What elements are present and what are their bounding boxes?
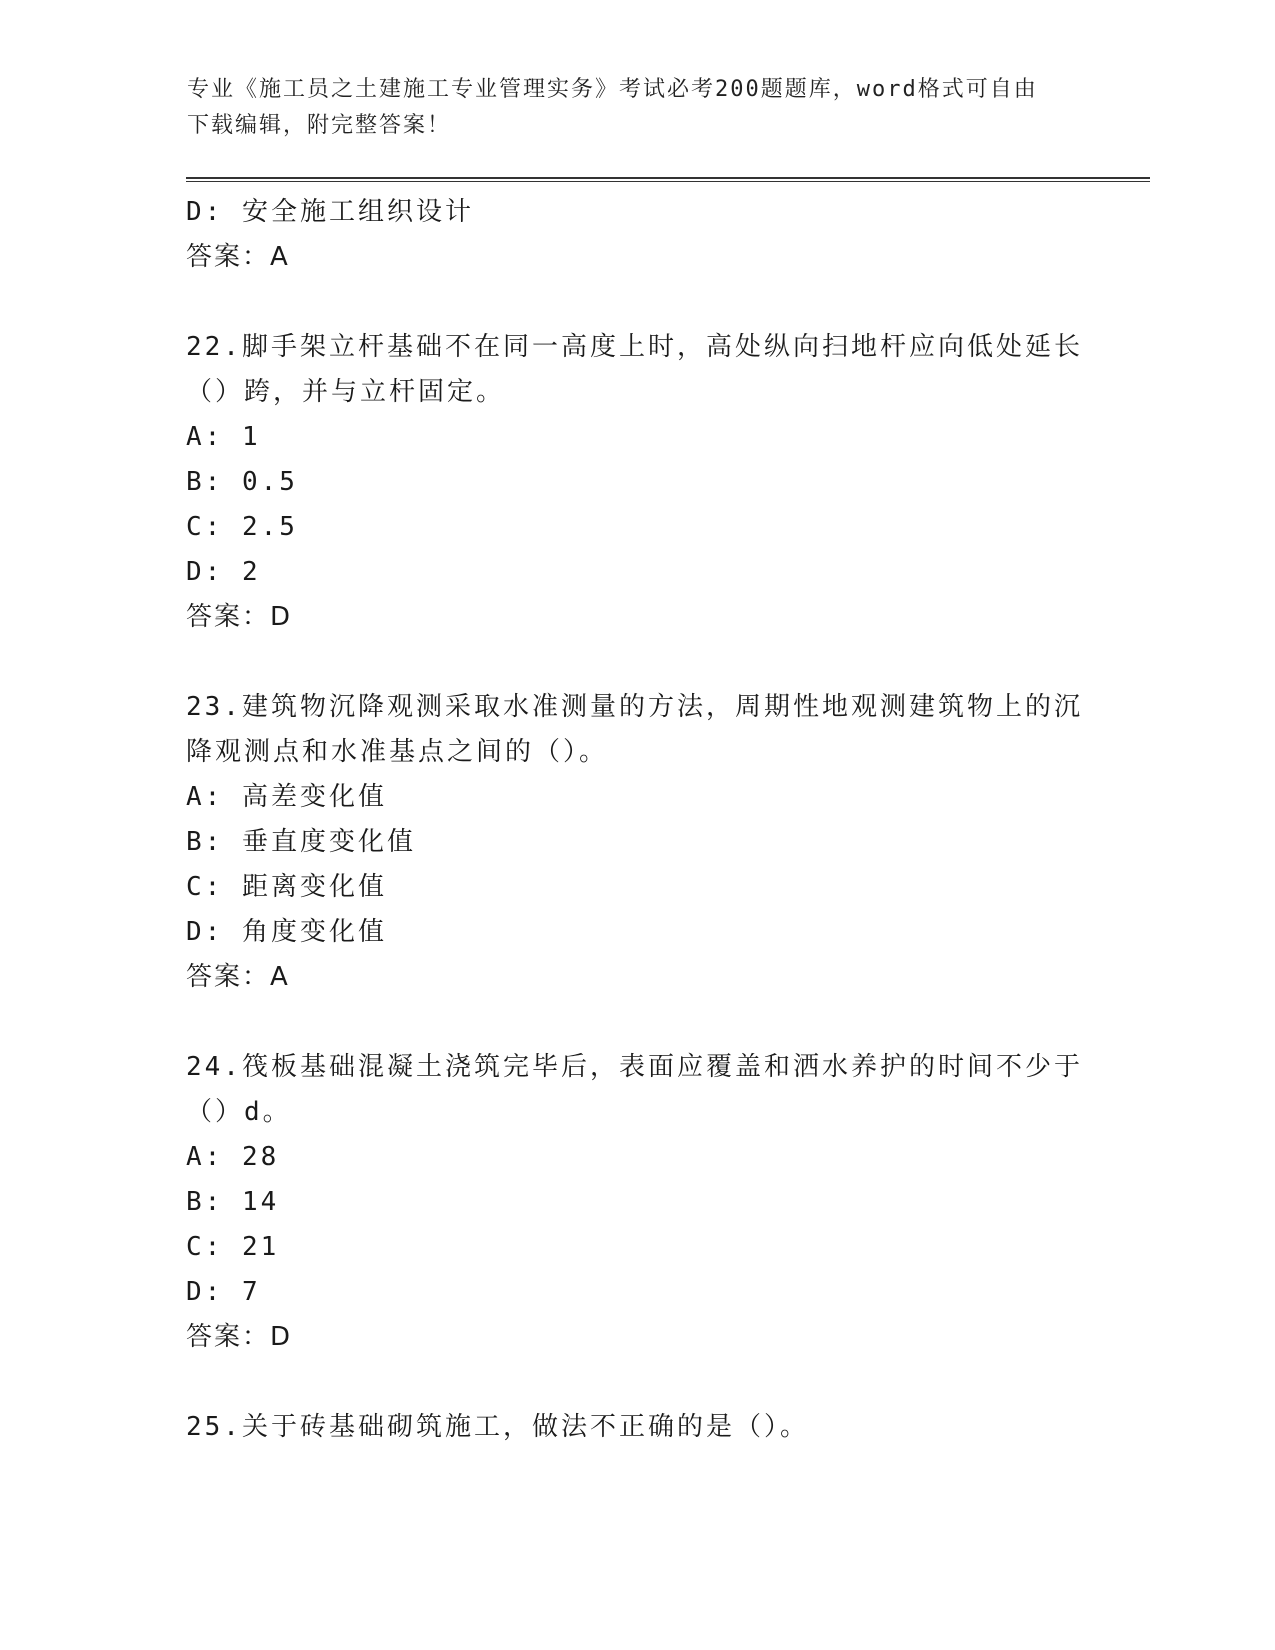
header-rule [186, 177, 1150, 182]
answer-line: 答案：D [186, 1322, 293, 1352]
page-header [187, 72, 1067, 144]
question-text: 23.建筑物沉降观测采取水准测量的方法，周期性地观测建筑物上的沉 [186, 692, 1083, 722]
header-title-line1: 专业《施工员之土建施工专业管理实务》考试必考200题题库，word格式可自由 [187, 77, 1038, 102]
question-24 [186, 1045, 1086, 1360]
option-c: C: 2.5 [186, 512, 298, 542]
option-d: D: 2 [186, 557, 261, 587]
question-23 [186, 685, 1086, 1000]
spacer [186, 640, 1086, 685]
spacer [186, 1360, 1086, 1405]
option-c: C: 21 [186, 1232, 280, 1262]
spacer [186, 1000, 1086, 1045]
answer-line: 答案：D [186, 602, 293, 632]
spacer [186, 280, 1086, 325]
question-22 [186, 325, 1086, 640]
option-a: A: 高差变化值 [186, 782, 387, 812]
answer-line: 答案：A [186, 242, 290, 272]
option-c: C: 距离变化值 [186, 872, 387, 902]
option-b: B: 14 [186, 1187, 280, 1217]
option-d: D: 安全施工组织设计 [186, 197, 474, 227]
question-text: 25.关于砖基础砌筑施工，做法不正确的是（）。 [186, 1412, 809, 1442]
question-text: 24.筏板基础混凝土浇筑完毕后，表面应覆盖和洒水养护的时间不少于 [186, 1052, 1083, 1082]
option-a: A: 28 [186, 1142, 280, 1172]
question-text-cont: （）跨，并与立杆固定。 [186, 377, 506, 407]
answer-line: 答案：A [186, 962, 290, 992]
question-25 [186, 1405, 1086, 1450]
option-d: D: 角度变化值 [186, 917, 387, 947]
question-text-cont: 降观测点和水准基点之间的（）。 [186, 737, 609, 767]
option-b: B: 0.5 [186, 467, 298, 497]
question-text: 22.脚手架立杆基础不在同一高度上时，高处纵向扫地杆应向低处延长 [186, 332, 1083, 362]
header-title-line2: 下载编辑，附完整答案！ [187, 113, 452, 138]
option-b: B: 垂直度变化值 [186, 827, 416, 857]
option-a: A: 1 [186, 422, 261, 452]
question-text-cont: （）d。 [186, 1097, 292, 1127]
document-body [186, 190, 1086, 1450]
option-d: D: 7 [186, 1277, 261, 1307]
